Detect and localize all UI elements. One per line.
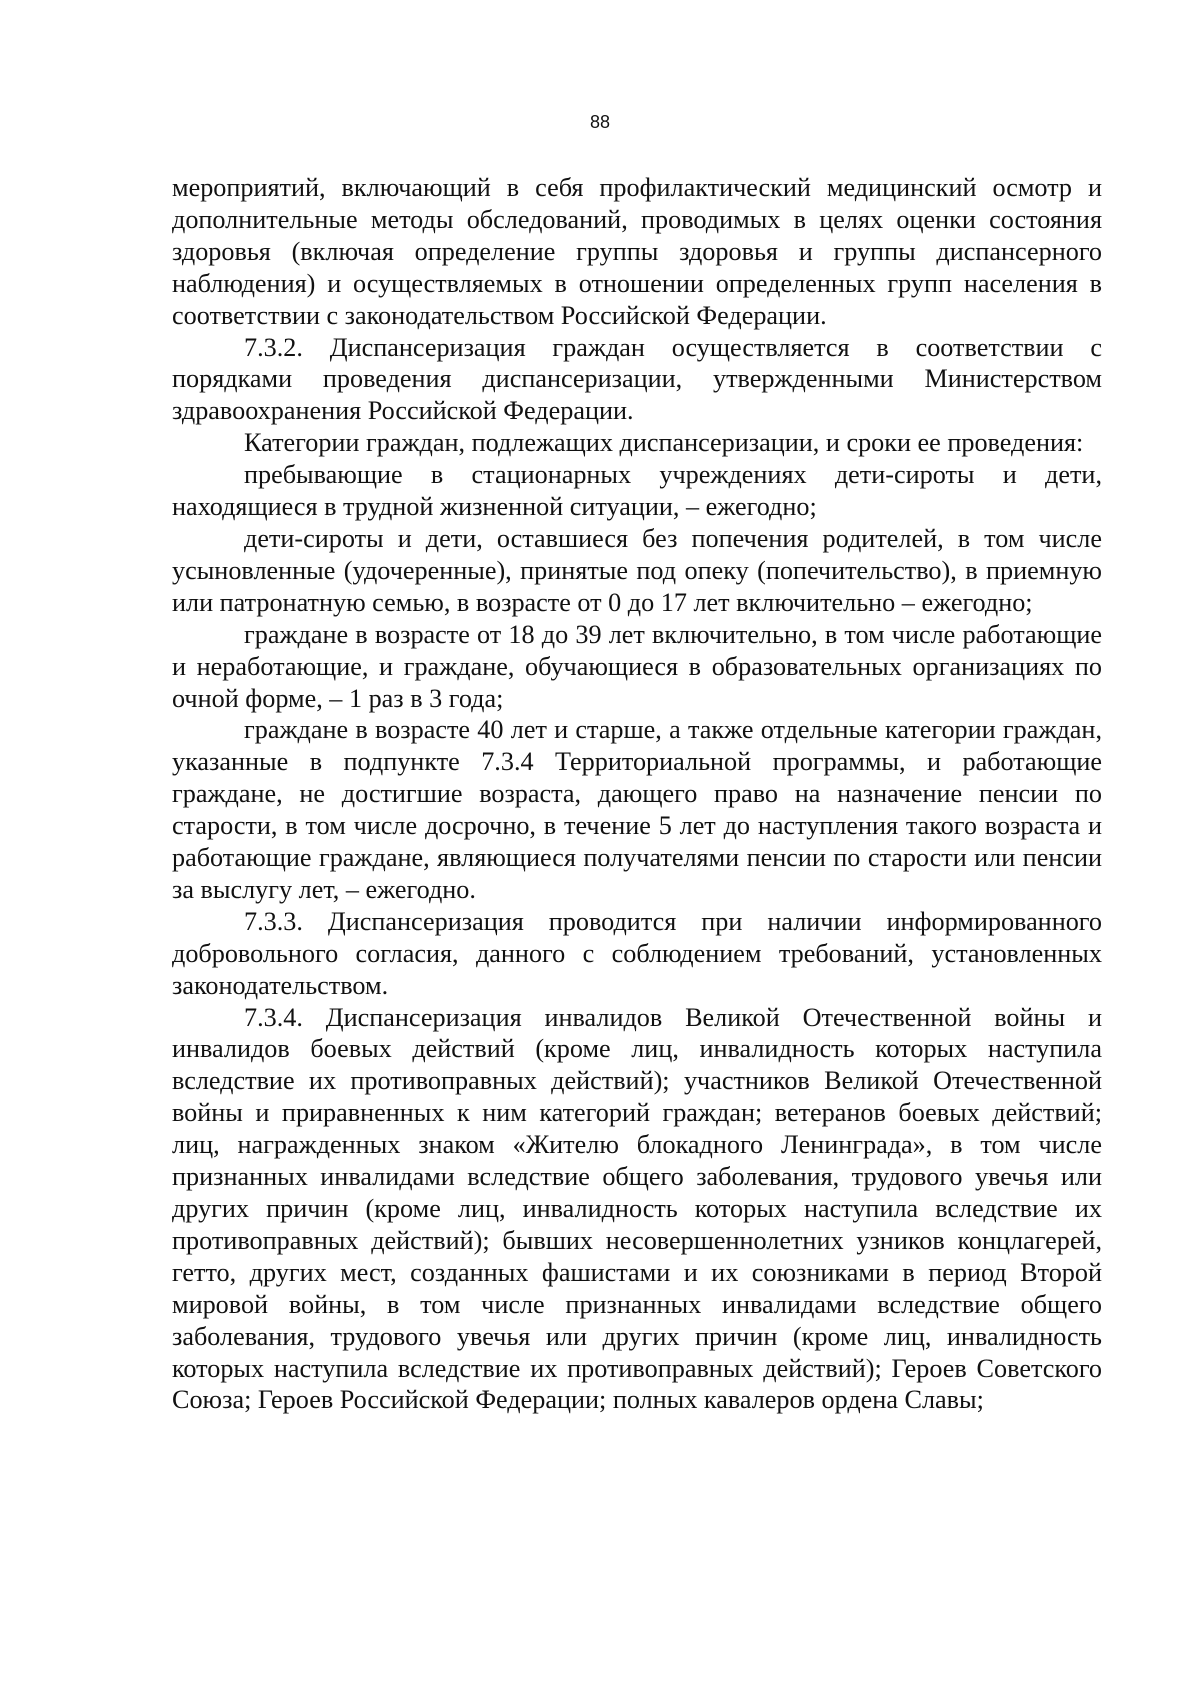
paragraph-7-3-2: 7.3.2. Диспансеризация граждан осуществляется в соответствии с порядками проведения диспансеризации, утвержденными Министерством здравоохранения Российской Федерации.: [172, 332, 1102, 426]
document-body: [172, 172, 1102, 1416]
paragraph-7-3-4: 7.3.4. Диспансеризация инвалидов Великой Отечественной войны и инвалидов боевых действий (кроме лиц, инвалидность которых наступила вследствие их противоправных действий); участников Великой Отечественной войны и приравненных к ним категорий граждан; ветеранов боевых действий; лиц, награжденных знаком «Жителю блокадного Ленинграда», в том числе признанных инвалидами вследствие общего заболевания, трудового увечья или других причин (кроме лиц, инвалидность которых наступила вследствие их противоправных действий); бывших несовершеннолетних узников концлагерей, гетто, других мест, созданных фашистами и их союзниками в период Второй мировой войны, в том числе признанных инвалидами вследствие общего заболевания, трудового увечья или других причин (кроме лиц, инвалидность которых наступила вследствие их противоправных действий); Героев Советского Союза; Героев Российской Федерации; полных кавалеров ордена Славы;: [172, 1002, 1102, 1415]
paragraph-categories-intro: Категории граждан, подлежащих диспансеризации, и сроки ее проведения:: [244, 428, 1084, 458]
list-item-citizens-40-plus: граждане в возрасте 40 лет и старше, а также отдельные категории граждан, указанные в подпункте 7.3.4 Территориальной программы, и работающие граждане, не достигшие возраста, дающего право на назначение пенсии по старости, в том числе досрочно, в течение 5 лет до наступления такого возраста и работающие граждане, являющиеся получателями пенсии по старости или пенсии за выслугу лет, – ежегодно.: [172, 715, 1102, 904]
list-item-citizens-18-39: граждане в возрасте от 18 до 39 лет включительно, в том числе работающие и неработающие, и граждане, обучающиеся в образовательных организациях по очной форме, – 1 раз в 3 года;: [172, 619, 1102, 713]
page-number: 88: [589, 112, 611, 132]
paragraph-7-3-3: 7.3.3. Диспансеризация проводится при наличии информированного добровольного согласия, данного с соблюдением требований, установленных законодательством.: [172, 906, 1102, 1000]
list-item-orphans-in-institutions: пребывающие в стационарных учреждениях дети-сироты и дети, находящиеся в трудной жизненной ситуации, – ежегодно;: [172, 460, 1102, 522]
list-item-orphans-without-care: дети-сироты и дети, оставшиеся без попечения родителей, в том числе усыновленные (удочеренные), принятые под опеку (попечительство), в приемную или патронатную семью, в возрасте от 0 до 17 лет включительно – ежегодно;: [172, 523, 1102, 617]
paragraph-continuation: мероприятий, включающий в себя профилактический медицинский осмотр и дополнительные методы обследований, проводимых в целях оценки состояния здоровья (включая определение группы здоровья и группы диспансерного наблюдения) и осуществляемых в отношении определенных групп населения в соответствии с законодательством Российской Федерации.: [172, 173, 1102, 330]
